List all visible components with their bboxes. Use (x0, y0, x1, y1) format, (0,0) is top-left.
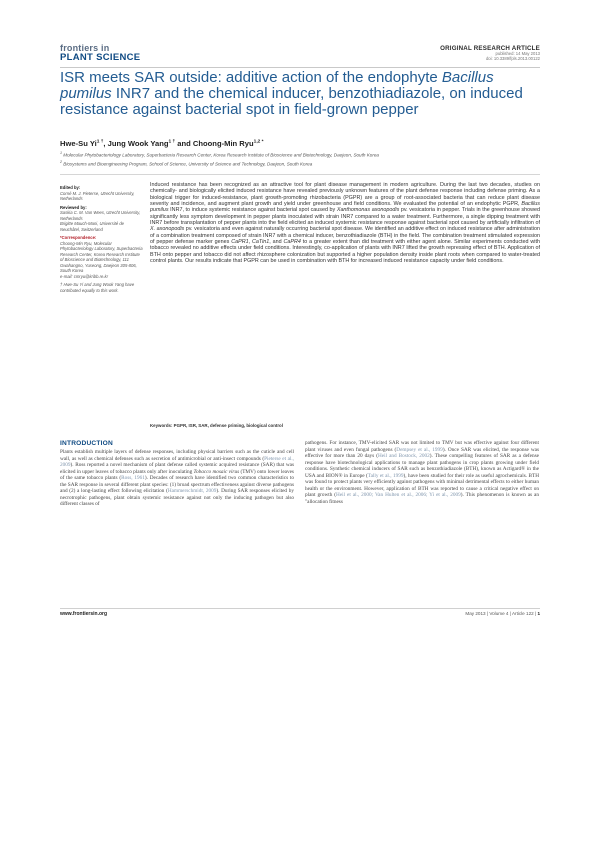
body-column-right (305, 440, 539, 505)
affiliation-1-num: 1 (60, 151, 62, 155)
keywords: Keywords: PGPR, ISR, SAR, defense priming, biological control (150, 423, 283, 428)
author-1[interactable]: Hwe-Su Yi (60, 139, 97, 148)
author-list (60, 139, 264, 148)
abstract-text-1: Induced resistance has been recognized as an attractive tool for plant disease management in modern agriculture. During the last two decades, studies on chemically- and biologically elicited induced resistance have revealed previously unknown features of the plant defense response including defense priming. As a biological trigger for induced-resistance, plant growth-promoting rhizobacteria (PGPR) are a group of root-associated bacteria that can reduce plant disease severity and incidence, and augment plant growth and yield under greenhouse and field conditions. We evaluated the potential of an endophytic PGPR, (150, 182, 540, 208)
journal-website[interactable]: www.frontiersin.org (60, 611, 108, 617)
footer-separator: | (533, 611, 538, 616)
intro-text-1: Plants establish multiple layers of defense responses, including physical barriers such as the cuticle and cell wall, as well as chemical defenses such as secretion of antimicrobial or anti-insect compounds ( (60, 449, 294, 462)
citation-link[interactable]: Ross, 1961 (121, 475, 145, 482)
title-divider (60, 174, 540, 175)
intro-text-2: ). Ross reported a novel mechanism of plant defense called systemic acquired resistance (SAR) that was elicited in upper leaves of tobacco plants only after inoculating (60, 462, 294, 475)
reviewed-by: Saskia C. M. Van Wees, Utrecht University, Netherlands Brigitte Mauch-Mani, Université de Neuchâtel, Switzerland (60, 210, 141, 232)
published-date: published: 14 May 2013 (495, 51, 540, 57)
intro-text-3: (TMV) onto lower leaves of the same tobacco plants ( (60, 468, 294, 482)
citation-link[interactable]: Heil and Bostock, 2002 (378, 453, 430, 460)
footer-date: May 2013 (465, 611, 486, 616)
abstract-text-5: , (248, 239, 252, 246)
intro-right-text-1: pathogens. For instance, TMV-elicited SAR was not limited to TMV but was effective against four different plant viruses and even fungal pathogens ( (305, 440, 539, 453)
edited-by-heading: Edited by: (60, 185, 81, 190)
title-part1: ISR meets SAR outside: additive action of the endophyte (60, 69, 442, 86)
page-number: 1 (537, 611, 540, 616)
affiliations (60, 150, 530, 168)
footer-volume: Volume 4 (489, 611, 509, 616)
citation-link[interactable]: Hammerschmidt, 2009 (167, 488, 217, 495)
header-divider (60, 67, 540, 68)
journal-logo[interactable] (60, 44, 140, 63)
citation-link[interactable]: Pieterse et al., 2009 (60, 455, 294, 469)
editorial-sidebar (60, 182, 143, 294)
affiliation-1-text: Molecular Phytobacteriology Laboratory, Superbacteria Research Center, Korea Research Institute of Bioscience and Biotechnology, Daejeon, South Korea (62, 152, 379, 158)
abstract-italic-2: Xanthomonas axonopodis (336, 207, 400, 214)
abstract (150, 182, 540, 264)
correspondence[interactable]: Choong-Min Ryu, Molecular Phytobacteriology Laboratory, Superbacteria Research Center, Korea Research Institute of Bioscience and Biotechnology, 111 Gwahangno, Yuseong, Daejeon 305-806, South Korea e-mail: cmryu@kribb.re.kr (60, 240, 143, 279)
intro-right-text-4: ), have been studied for their role as useful agrochemicals. BTH was found to protect plants very efficiently against pathogens with minimal detrimental effects to either human health or the environment. However, application of BTH was reported to cause a critical negative effect on plant growth ( (305, 472, 540, 499)
abstract-text-3: pv. vesicatoria in pepper. Trials in the greenhouse showed significantly less symptom development in pepper plants inoculated with strain INR7 compared to a water treatment. Furthermore, a single dipping treatment with INR7 before transplantation of pepper plants into the field elicited an induced systemic resistance response against bacterial spot caused by artificially infiltration of (150, 207, 540, 227)
abstract-text-2: INR7, to induce systemic resistance against bacterial spot caused by (168, 207, 337, 214)
intro-right-text-2: ). Once SAR was elicited, the response was effective for more than 20 days ( (305, 446, 540, 460)
section-heading-introduction: INTRODUCTION (60, 440, 113, 447)
footer-separator: | (485, 611, 490, 616)
correspondence-heading: *Correspondence: (60, 235, 97, 240)
reviewed-by-heading: Reviewed by: (60, 204, 87, 210)
footer-divider (60, 608, 540, 609)
title-species: Bacillus pumilus (60, 69, 494, 103)
intro-italic-1: Tobacco mosaic virus (193, 468, 240, 475)
footer-citation (465, 611, 540, 616)
article-meta (440, 45, 540, 62)
abstract-text-4: pv. vesicatoria and even against naturally occurring bacterial spot disease. We identified an additive effect on induced resistance after administration of a combination treatment composed of strain INR7 with a chemical inducer, benzothiadiazole (BTH) in the field. The combination treatment stimulated expression of pepper defense marker genes (150, 226, 540, 246)
affiliation-2-text: Biosystems and Bioengineering Program, School of Science, University of Science and Technology, Daejeon, South Korea (62, 161, 313, 167)
author-3[interactable]: and Choong-Min Ryu (175, 139, 254, 148)
intro-right-text-5: ). This phenomenon is known as an "allocation fitness (305, 492, 539, 505)
footer-separator: | (508, 611, 512, 616)
article-title (60, 70, 530, 119)
author-2[interactable]: , Jung Wook Yang (103, 139, 169, 148)
author-1-affil: 1 † (96, 139, 104, 145)
abstract-italic-4: CaPR1 (231, 239, 249, 246)
journal-name-line2: PLANT SCIENCE (60, 52, 141, 63)
abstract-text-6: , and (269, 239, 284, 246)
citation-link[interactable]: Heil et al., 2000; Van Hulten et al., 2006; Yi et al., 2009 (336, 492, 461, 499)
affiliation-2 (60, 159, 530, 168)
intro-text-5: ). During SAR responses elicited by necrotrophic pathogens, plant obtain systemic resistance against not only the inducing pathogen but also different classes of (60, 488, 294, 508)
author-3-affil: 1,2 * (253, 139, 264, 145)
title-part2: INR7 and the chemical inducer, benzothiadiazole, on induced resistance against bacterial spot in field-grown pepper (60, 85, 523, 119)
equal-contribution-note: † Hwe-Su Yi and Jung Wook Yang have contributed equally to this work. (60, 282, 135, 293)
abstract-italic-5: CaTin1 (251, 239, 270, 246)
abstract-text-7: to a greater extent than did treatment with either agent alone. Similar experiments conducted with tobacco revealed no additive effects under field conditions. Interestingly, co-application of plants with INR7 lifted the growth repressing effect of BTH. Application of BTH onto pepper and tobacco did not affect rhizosphere colonization but supported a higher population density inside plant roots when compared to water-treated control plants. Our results indicate that PGPR can be used in combination with BTH for increased induced resistance capacity under field conditions. (150, 239, 540, 265)
doi[interactable]: doi: 10.3389/fpls.2013.00122 (485, 55, 540, 61)
citation-link[interactable]: Tally et al., 1999 (367, 472, 404, 479)
intro-right-text-3: ). These compelling features of SAR as a defense response have biotechnological applications to manage plant pathogens in crop plants growing under field conditions. Synthetic chemical inducers of SAR such as benzothiadiazole (BTH), known as Actigard® in the USA and BION® in Europe ( (305, 453, 540, 479)
body-column-left (60, 449, 294, 508)
affiliation-1 (60, 150, 530, 159)
abstract-italic-6: CaPR4 (283, 239, 301, 246)
affiliation-2-num: 2 (60, 159, 62, 164)
abstract-italic-1: Bacillus pumilus (150, 201, 540, 214)
edited-by: Corné M. J. Pieterse, Utrecht University, Netherlands (60, 190, 135, 201)
intro-text-4: ). Decades of research have identified two common characteristics to the SAR response in several different plant species: (1) broad spectrum effectiveness against diverse pathogens and (2) a long-lasting effect following elicitation ( (60, 475, 295, 495)
journal-name-line1: frontiers in (60, 43, 110, 53)
author-2-affil: 1 † (168, 139, 176, 145)
abstract-italic-3: X. axonopodis (150, 226, 185, 233)
footer-article-number: Article 122 (511, 611, 534, 616)
citation-link[interactable]: Dempsey et al., 1999 (396, 446, 443, 453)
article-type: ORIGINAL RESEARCH ARTICLE (440, 45, 540, 52)
